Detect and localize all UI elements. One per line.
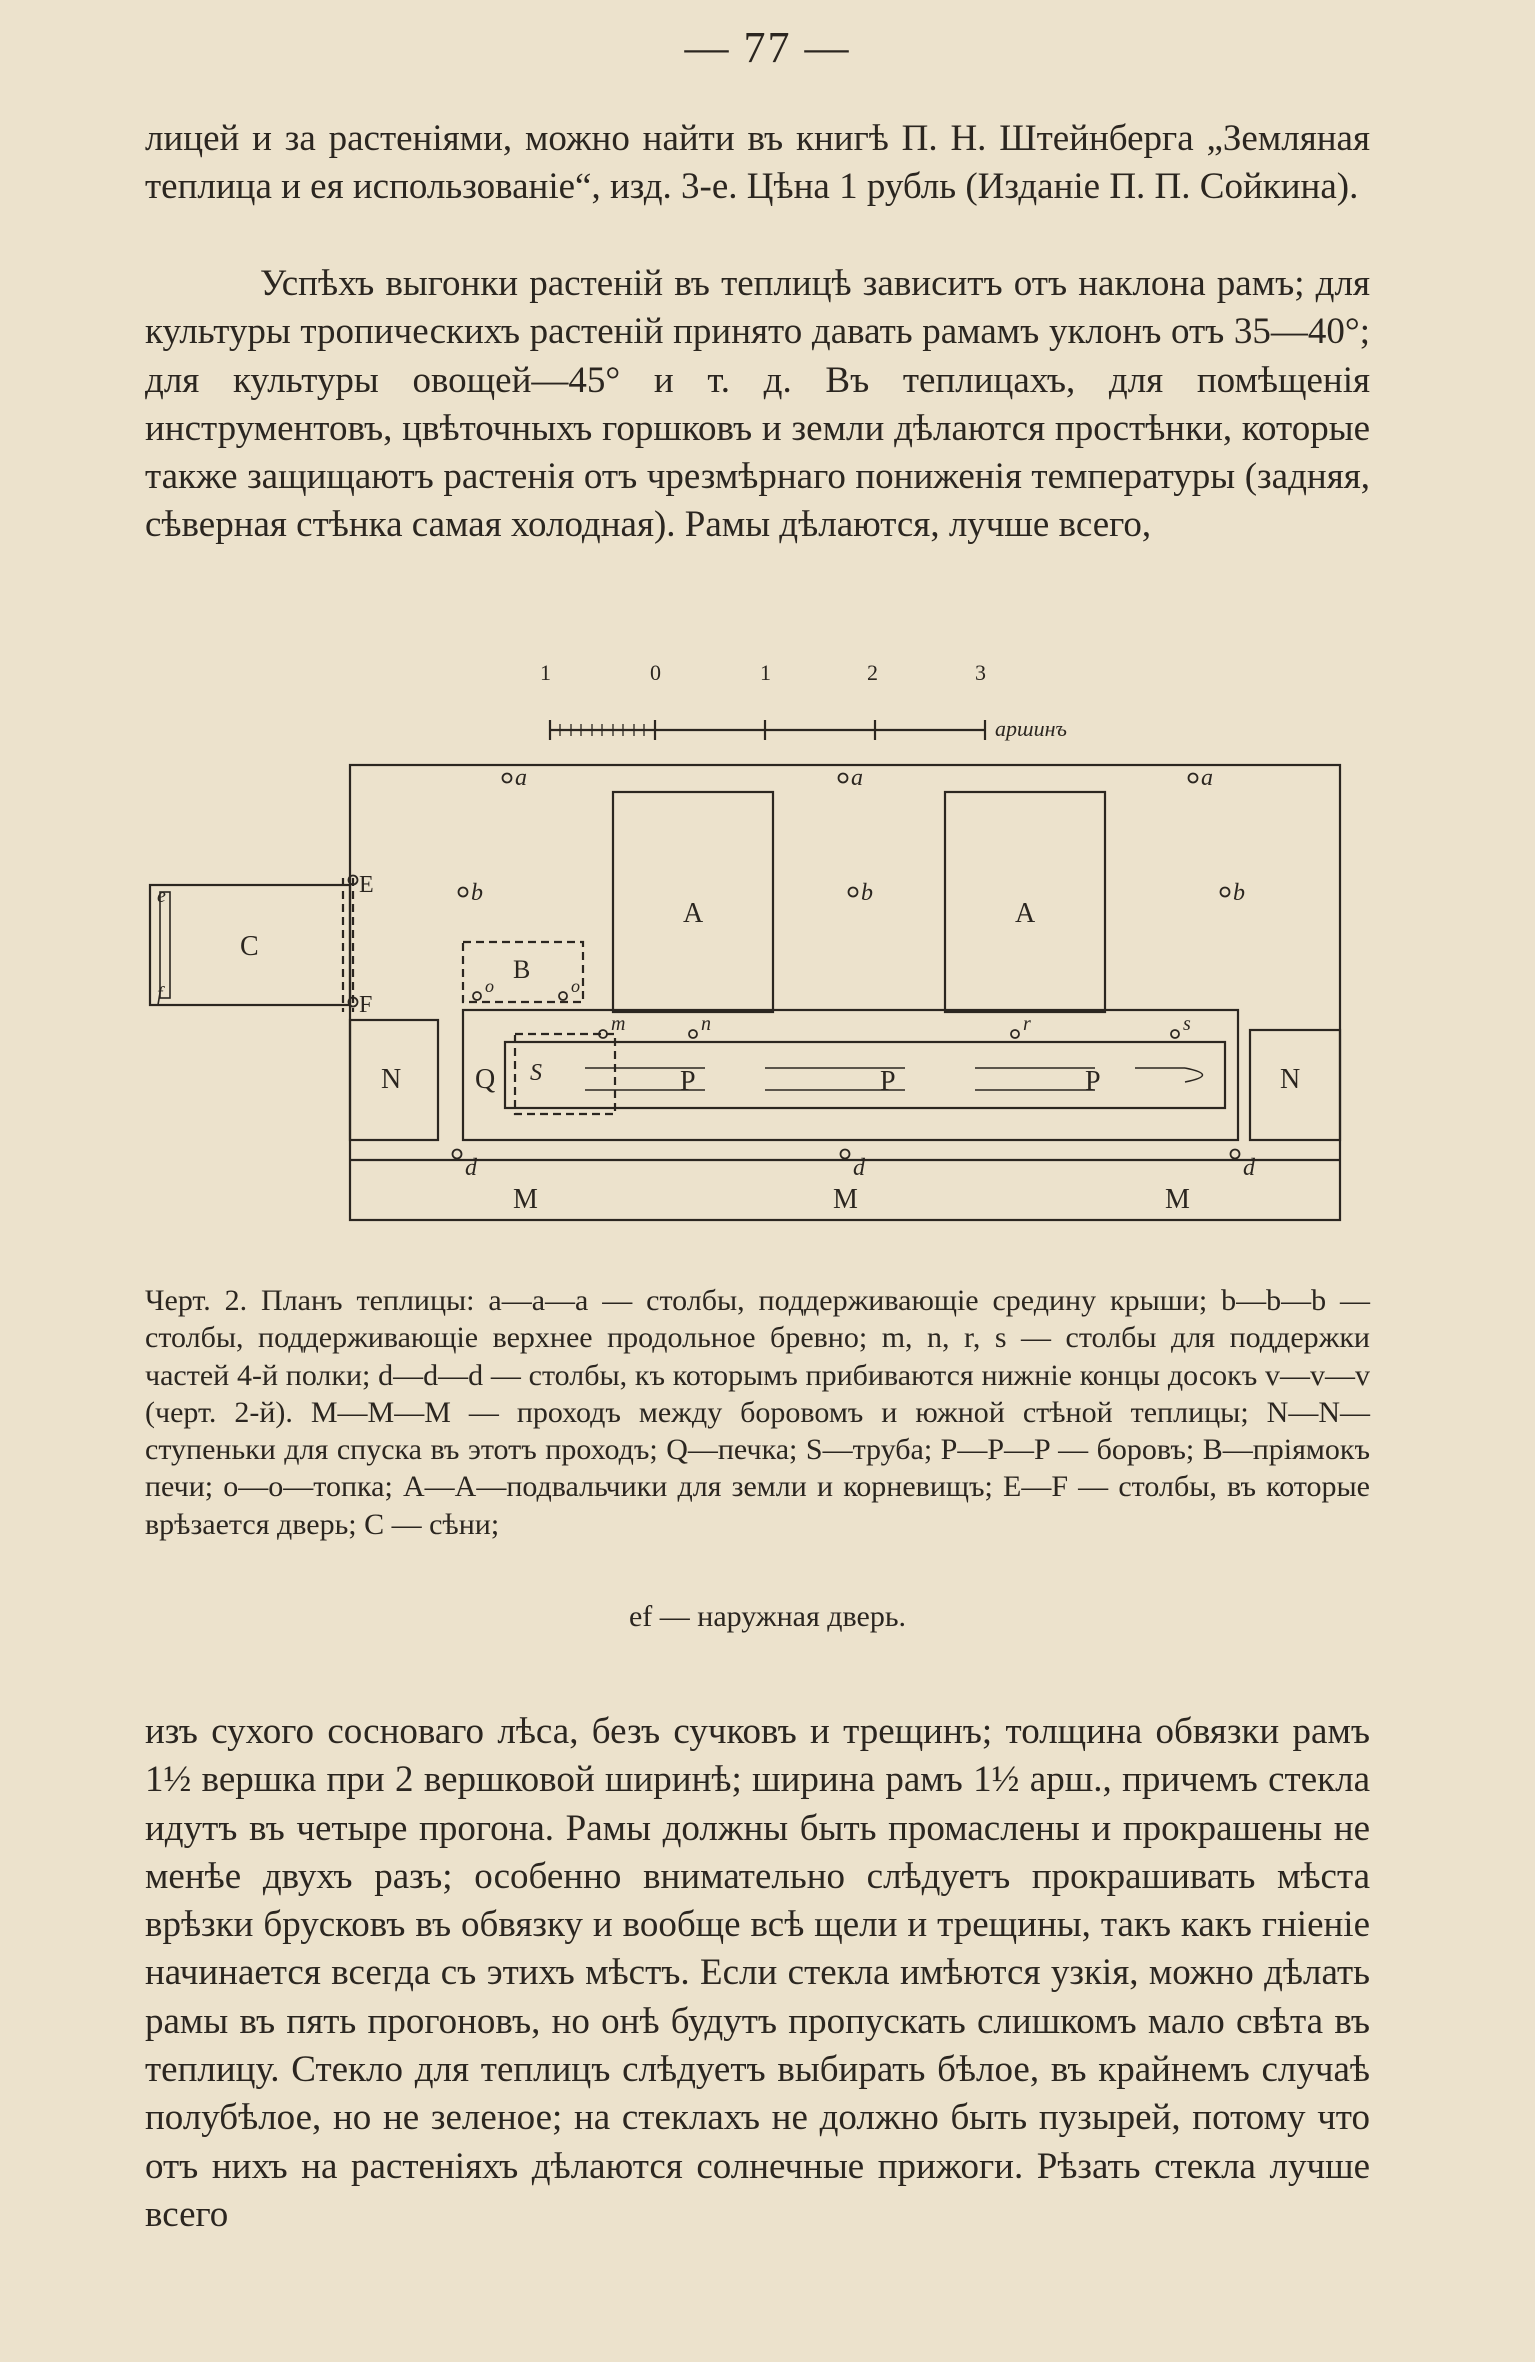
label-M: M xyxy=(1165,1184,1190,1215)
flue-P xyxy=(505,1042,1225,1108)
label-s: s xyxy=(1183,1013,1191,1035)
label-E: E xyxy=(359,872,374,898)
label-d: d xyxy=(853,1155,865,1181)
paragraph-2: Успѣхъ выгонки растеній въ теплицѣ зависитъ отъ наклона рамъ; для культуры тропическихъ растеній принято давать рамамъ уклонъ отъ 35—40°; для культуры овощей—45° и т. д. Въ теплицахъ, для помѣщенія инструментовъ, цвѣточныхъ горшковъ и земли дѣлаются простѣнки, которые также защищаютъ растенія отъ чрезмѣрнаго пониженія температуры (задняя, сѣверная стѣнка самая холодная). Рамы дѣлаются, лучше всего, xyxy=(145,263,1370,546)
label-N: N xyxy=(381,1064,402,1095)
label-N: N xyxy=(1280,1064,1301,1095)
label-r: r xyxy=(1023,1013,1031,1035)
figure-caption: Черт. 2. Планъ теплицы: a—a—a — столбы, поддерживающіе средину крыши; b—b—b — столбы, поддерживающіе верхнее продольное бревно; m, n, r, s — столбы для поддержки частей 4-й полки; d—d—d — столбы, къ которымъ прибиваются нижніе концы досокъ v—v—v (черт. 2-й). M—M—M — проходъ между боровомъ и южной стѣной теплицы; N—N—ступеньки для спуска въ этотъ проходъ; Q—печка; S—труба; P—P—P — боровъ; B—пріямокъ печи; o—o—топка; A—A—подвальчики для земли и корневищъ; E—F — столбы, въ которые врѣзается дверь; C — сѣни; xyxy=(145,1284,1370,1541)
label-a: a xyxy=(515,765,527,791)
label-S: S xyxy=(530,1060,542,1086)
scale-tick-label: 1 xyxy=(760,660,771,685)
label-B: B xyxy=(513,955,531,984)
label-b: b xyxy=(861,880,873,906)
page-number: — 77 — xyxy=(684,23,851,72)
label-P: P xyxy=(1085,1066,1101,1097)
label-Q: Q xyxy=(475,1064,496,1095)
label-P: P xyxy=(880,1066,896,1097)
flue-channel xyxy=(463,1010,1238,1140)
label-F: F xyxy=(359,992,373,1018)
label-m: m xyxy=(611,1013,626,1035)
scale-tick-label: 1 xyxy=(540,660,551,685)
label-a: a xyxy=(1201,765,1213,791)
paragraph-1: лицей и за растеніями, можно найти въ книгѣ П. Н. Штейнберга „Земляная теплица и ея использованіе“, изд. 3-е. Цѣна 1 рубль (Изданіе П. П. Сойкина). xyxy=(145,118,1370,208)
figure-caption-last-line: ef — наружная дверь. xyxy=(628,1600,907,1633)
label-P: P xyxy=(680,1066,696,1097)
label-n: n xyxy=(701,1013,711,1035)
greenhouse-plan-drawing xyxy=(145,650,1385,1250)
label-b: b xyxy=(1233,880,1245,906)
greenhouse-plan-figure xyxy=(145,650,1385,1250)
label-f: f xyxy=(157,983,163,1005)
label-o: o xyxy=(571,976,580,996)
label-A: A xyxy=(1015,898,1036,929)
label-A: A xyxy=(683,898,704,929)
label-o: o xyxy=(485,976,494,996)
paragraph-3: изъ сухого сосноваго лѣса, безъ сучковъ и трещинъ; толщина обвязки рамъ 1½ вершка при 2 вершковой ширинѣ; ширина рамъ 1½ арш., причемъ стекла идутъ въ четыре прогона. Рамы должны быть промаслены и прокрашены не менѣе двухъ разъ; особенно внимательно слѣдуетъ прокрашивать мѣста врѣзки брусковъ въ обвязку и вообще всѣ щели и трещины, такъ какъ гніеніе начинается всегда съ этихъ мѣстъ. Если стекла имѣются узкія, можно дѣлать рамы въ пять прогоновъ, но онѣ будутъ пропускать слишкомъ мало свѣта въ теплицу. Стекло для теплицъ слѣдуетъ выбирать бѣлое, въ крайнемъ случаѣ полубѣлое, но не зеленое; на стеклахъ не должно быть пузырей, потому что отъ нихъ на растеніяхъ дѣлаются солнечные прижоги. Рѣзать стекла лучше всего xyxy=(145,1711,1370,2235)
scale-tick-label: 2 xyxy=(867,660,878,685)
label-e: e xyxy=(157,885,166,907)
scale-unit: аршинъ xyxy=(995,716,1067,741)
label-d: d xyxy=(465,1155,477,1181)
label-M: M xyxy=(513,1184,538,1215)
greenhouse-outline xyxy=(350,765,1340,1220)
scale-tick-label: 0 xyxy=(650,660,661,685)
label-a: a xyxy=(851,765,863,791)
label-C: C xyxy=(240,931,259,962)
scale-tick-label: 3 xyxy=(975,660,986,685)
label-b: b xyxy=(471,880,483,906)
label-M: M xyxy=(833,1184,858,1215)
label-d: d xyxy=(1243,1155,1255,1181)
